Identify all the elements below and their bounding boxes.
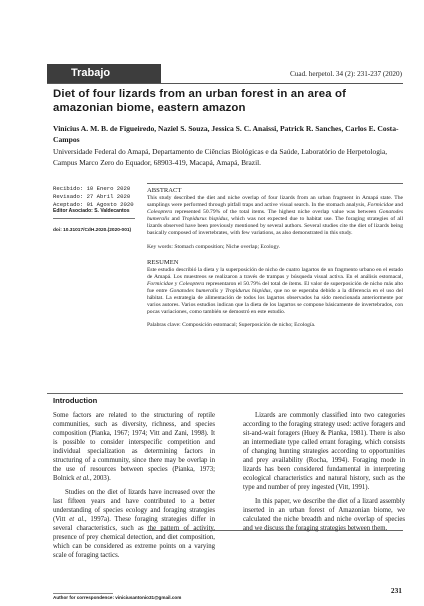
accepted-date: Aceptado: 01 Agosto 2020 <box>53 200 134 208</box>
correspondence-note: Author for correspondence: viniciusantonio31@gmail.com <box>53 595 182 600</box>
doi-link[interactable]: doi: 10.31017/CdH.2020.(2020-001) <box>53 228 132 234</box>
metadata-divider <box>53 218 135 219</box>
resumen-keywords: Palabras clave: Composición estomacal; Superposición de nicho; Ecología. <box>147 322 316 329</box>
journal-citation: Cuad. herpetol. 34 (2): 231-237 (2020) <box>290 70 402 78</box>
affiliation: Universidade Federal do Amapá, Departamento de Ciências Biológicas e da Saúde, Laboratório de Herpetologia, Campus Marco Zero do Equador, 68903-419, Macapá, Amapá, Brazil. <box>53 147 388 167</box>
abstract-heading: ABSTRACT <box>147 187 182 194</box>
associate-editor: Editor Asociado: S. Valdecantos <box>53 208 130 215</box>
intro-paragraph: Lizards are commonly classified into two categories according to the foraging strategy used: active foragers and sit-and-wait foragers (Huey & Pianka, 1981). There is also an intermediate type called errant foraging, which consists of changing hunting strategies according to opportunities and prey availability (Rocha, 1994). Foraging mode in lizards has been considered fundamental in interpreting ecological characteristics and natural history, such as the type and number of prey ingested (Vitt, 1991). <box>243 412 405 491</box>
received-date: Recibido: 10 Enero 2020 <box>53 185 131 192</box>
intro-paragraph: Some factors are related to the structuring of reptile communities, such as diversity, richness, and species composition (Pianka, 1967; 1974; Vitt and Zani, 1998). It is possible to consider interspecific competition and individual specialization as determining factors in structuring of a community, since there may be overlap in the use of resources between species (Pianka, 1973; Bolnick et al., 2003). <box>53 412 215 482</box>
author-list: Vinícius A. M. B. de Figueiredo, Naziel S. Souza, Jessica S. C. Anaissi, Patrick R. Sanches, Carlos E. Costa-Campos <box>53 124 399 144</box>
section-tab: Trabajo <box>47 64 161 83</box>
page-number: 231 <box>390 586 402 595</box>
article-metadata <box>53 185 141 235</box>
intro-paragraph: Studies on the diet of lizards have increased over the last fifteen years and have contributed to a better understanding of species ecology and foraging strategies (Vitt et al., 1997a). These foraging strategies differ in several characteristics, such as the pattern of activity, presence of prey chemical detection, and diet composition, which can be considered as extreme points on a varying scale of foraging tactics. <box>53 489 215 559</box>
intro-column-right <box>243 411 405 533</box>
header-rule <box>47 83 403 84</box>
resumen-text: Este estudio describió la dieta y la superposición de nicho de cuatro lagartos de un fragmento urbano en el estado de Amapá. Los muestreos se realizaron a través de trampas y búsqueda visual activa. En el análisis estomacal, Formicidae y Coleoptera representaron el 50.79% del total de ítems. El valor de superposición de nicho más alto fue entre Gonatodes humeralis y Tropidurus hispidus, que no se esperaba debido a la diferencia en el uso del hábitat. La estrategia de alimentación de todos los lagartos observados ha sido mencionada anteriormente por varios autores. Varios estudios indican que la dieta de los lagartos se compone básicamente de invertebrados, con pocas variaciones, como también se demostró en este estudio. <box>147 266 403 316</box>
abstract-keywords: Key words: Stomach composition; Niche overlap; Ecology. <box>147 243 281 250</box>
introduction-heading: Introduction <box>53 396 98 405</box>
footnote-rule <box>53 593 113 594</box>
intro-paragraph: In this paper, we describe the diet of a lizard assembly inserted in an urban forest of Amazonian biome, we calculated the niche breadth and niche overlap of species and we discuss the foraging strategies between them. <box>243 498 405 532</box>
intro-column-left <box>53 411 215 560</box>
section-rule <box>47 393 403 394</box>
article-title: Diet of four lizards from an urban forest in an area of amazonian biome, eastern amazon <box>53 88 347 114</box>
resumen-heading: RESUMEN <box>147 258 179 266</box>
abstract-text: This study described the diet and niche overlap of four lizards from an urban fragment in Amapá state. The samplings were performed through pitfall traps and active visual search. In the stomach analysis, Formicidae and Coleoptera represented 50.79% of the total items. The highest niche overlap value was between Gonatodes humeralis and Tropidurus hispidus, which was not expected due to habitat use. The foraging strategies of all lizards observed have been previously mentioned by several authors. Several studies cite the diet of lizards being basically composed of invertebrates, with few variations, as also demonstrated in this study. <box>147 195 404 237</box>
revised-date: Revisado: 27 Abril 2020 <box>53 192 131 200</box>
